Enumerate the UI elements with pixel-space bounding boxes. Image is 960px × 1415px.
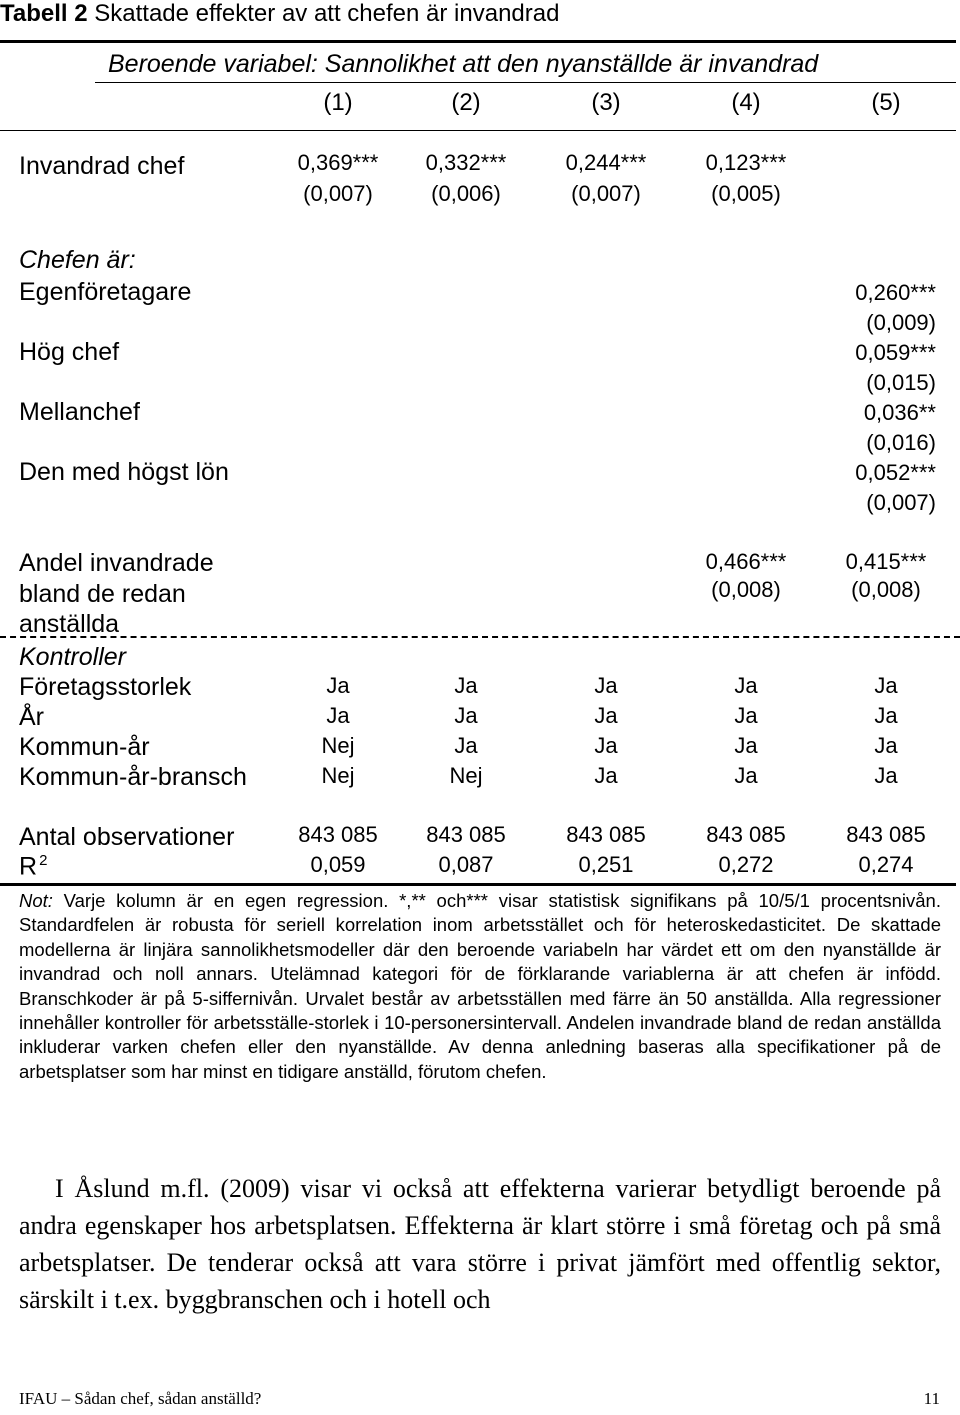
ctrl-foretagsstorlek-4: Ja — [734, 673, 758, 698]
row-label-andel-3: anställda — [19, 610, 120, 638]
coef-andel-5: 0,415*** — [845, 549, 927, 574]
row-label-kommun-ar-bransch: Kommun-år-bransch — [19, 763, 247, 791]
row-label-r2 — [19, 852, 47, 881]
ctrl-kommun-ar-2: Ja — [454, 733, 478, 758]
ctrl-kommun-ar-4: Ja — [734, 733, 758, 758]
ctrl-foretagsstorlek-2: Ja — [454, 673, 478, 698]
row-label-andel-2: bland de redan — [19, 580, 186, 608]
row-label-egenforetagare: Egenföretagare — [19, 278, 192, 306]
body-paragraph: I Åslund m.fl. (2009) visar vi också att effekterna varierar betydligt beroende på andra egenskaper hos arbetsplatsen. Effekterna är klart större i små företag och på små arbetsplatser. De tenderar också att vara större i privat jämfört med offentlig sektor, särskilt i t.ex. byggbranschen och i hotell och — [19, 1174, 941, 1314]
col-header-3: (3) — [591, 89, 621, 116]
ctrl-kommun-ar-1: Nej — [321, 733, 355, 758]
r2-2: 0,087 — [438, 852, 494, 877]
ctrl-kommun-ar-5: Ja — [874, 733, 898, 758]
coef-invandrad-2: 0,332*** — [425, 150, 507, 175]
ctrl-bransch-2: Nej — [449, 763, 483, 788]
ctrl-ar-3: Ja — [594, 703, 618, 728]
antal-3: 843 085 — [566, 822, 646, 847]
ctrl-foretagsstorlek-3: Ja — [594, 673, 618, 698]
ctrl-foretagsstorlek-5: Ja — [874, 673, 898, 698]
ctrl-foretagsstorlek-1: Ja — [326, 673, 350, 698]
row-label-antal: Antal observationer — [19, 823, 235, 851]
dashed-separator — [0, 636, 960, 638]
table-number: Tabell 2 — [0, 0, 88, 27]
header-rule — [95, 82, 956, 83]
section-heading-chefen-ar: Chefen är: — [19, 246, 136, 274]
se-invandrad-4: (0,005) — [711, 181, 781, 206]
column-header-rule — [0, 130, 956, 131]
coef-hogst-lon: 0,052*** — [855, 460, 936, 485]
ctrl-ar-4: Ja — [734, 703, 758, 728]
dependent-variable: Beroende variabel: Sannolikhet att den nyanställde är invandrad — [108, 50, 819, 78]
col-header-2: (2) — [451, 89, 481, 116]
r2-letter: R — [19, 852, 38, 881]
se-mellanchef: (0,016) — [866, 430, 936, 455]
footer-left: IFAU – Sådan chef, sådan anställd? — [19, 1389, 262, 1408]
coef-invandrad-3: 0,244*** — [565, 150, 647, 175]
row-label-andel-1: Andel invandrade — [19, 549, 214, 577]
col-header-4: (4) — [731, 89, 761, 116]
se-invandrad-2: (0,006) — [431, 181, 501, 206]
se-invandrad-1: (0,007) — [303, 181, 373, 206]
note-text: Varje kolumn är en egen regression. *,** och*** visar statistisk signifikans på 10/5/1 procentsnivån. Standardfelen är robusta för seriell korrelation inom arbetsstället och för heteroskedasticitet. De skattade modellerna är linjära sannolikhetsmodeller där den beroende variabeln har värdet ett om den nyanställde är invandrad och noll annars. Utelämnad kategori för de förklarande variablerna är att chefen är infödd. Branschkoder är på 5-siffernivån. Urvalet består av arbetsställen med färre än 50 anställda. Alla regressioner innehåller kontroller för arbetsställe-storlek i 10-personersintervall. Andelen invandrade bland de redan anställda inkluderar varken chefen eller den nyanställde. Av denna anledning baseras alla specifikationer på de arbetsplatser som har minst en tidigare anställd, förutom chefen. — [19, 890, 941, 1082]
table-title — [0, 0, 559, 28]
col-header-5: (5) — [871, 89, 901, 116]
coef-andel-4: 0,466*** — [705, 549, 787, 574]
antal-1: 843 085 — [298, 822, 378, 847]
section-heading-kontroller: Kontroller — [19, 643, 126, 671]
row-label-kommun-ar: Kommun-år — [19, 733, 150, 761]
row-label-mellanchef: Mellanchef — [19, 398, 140, 426]
row-label-foretagsstorlek: Företagsstorlek — [19, 673, 192, 701]
r2-superscript: 2 — [39, 852, 48, 869]
coef-hog-chef: 0,059*** — [855, 340, 936, 365]
se-egenforetagare: (0,009) — [866, 310, 936, 335]
table-note — [19, 889, 941, 1084]
page-number: 11 — [923, 1389, 940, 1408]
ctrl-ar-2: Ja — [454, 703, 478, 728]
r2-4: 0,272 — [718, 852, 774, 877]
coef-mellanchef: 0,036** — [863, 400, 936, 425]
bottom-rule — [0, 883, 956, 886]
se-hog-chef: (0,015) — [866, 370, 936, 395]
ctrl-bransch-3: Ja — [594, 763, 618, 788]
ctrl-kommun-ar-3: Ja — [594, 733, 618, 758]
row-label-hog-chef: Hög chef — [19, 338, 120, 366]
top-rule — [0, 40, 956, 43]
ctrl-ar-1: Ja — [326, 703, 350, 728]
row-label-invandrad-chef: Invandrad chef — [19, 152, 185, 180]
antal-2: 843 085 — [426, 822, 506, 847]
r2-3: 0,251 — [578, 852, 634, 877]
r2-1: 0,059 — [310, 852, 366, 877]
row-label-hogst-lon: Den med högst lön — [19, 458, 229, 486]
ctrl-bransch-5: Ja — [874, 763, 898, 788]
coef-egenforetagare: 0,260*** — [855, 280, 936, 305]
table-title-text: Skattade effekter av att chefen är invandrad — [87, 0, 560, 27]
antal-4: 843 085 — [706, 822, 786, 847]
row-label-ar: År — [19, 703, 44, 731]
ctrl-bransch-4: Ja — [734, 763, 758, 788]
ctrl-bransch-1: Nej — [321, 763, 355, 788]
note-label: Not: — [19, 890, 53, 911]
se-andel-4: (0,008) — [711, 577, 781, 602]
se-andel-5: (0,008) — [851, 577, 921, 602]
coef-invandrad-1: 0,369*** — [297, 150, 379, 175]
se-hogst-lon: (0,007) — [866, 490, 936, 515]
coef-invandrad-4: 0,123*** — [705, 150, 787, 175]
r2-5: 0,274 — [858, 852, 914, 877]
se-invandrad-3: (0,007) — [571, 181, 641, 206]
ctrl-ar-5: Ja — [874, 703, 898, 728]
col-header-1: (1) — [323, 89, 353, 116]
antal-5: 843 085 — [846, 822, 926, 847]
